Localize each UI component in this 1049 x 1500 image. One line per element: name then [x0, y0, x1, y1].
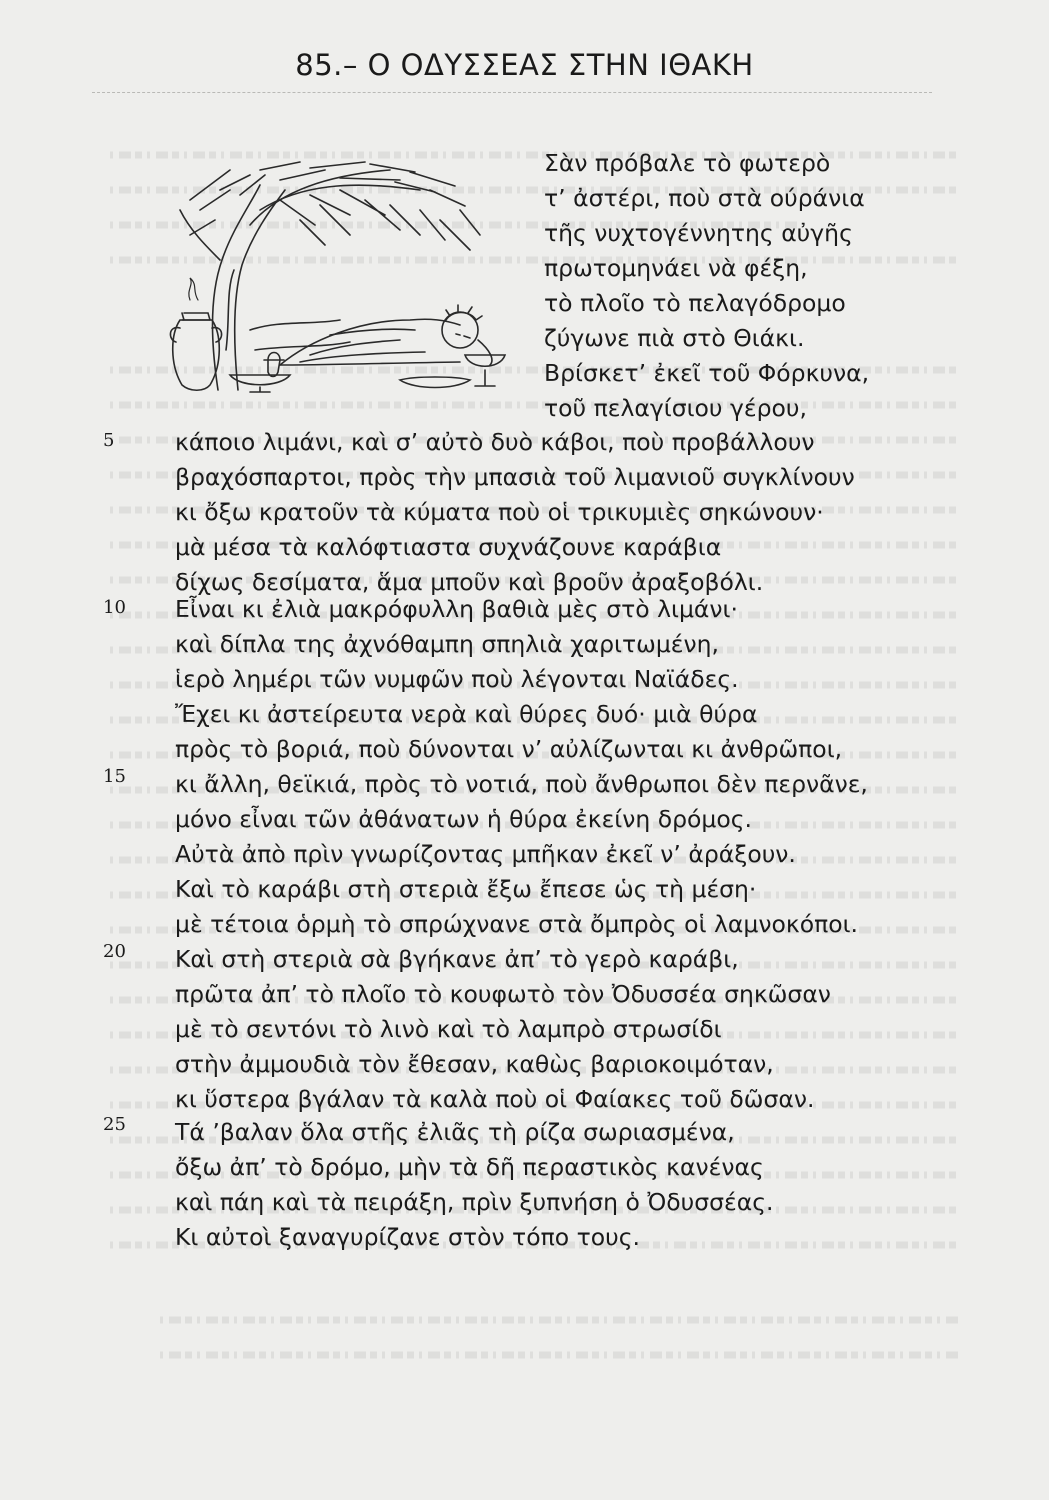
verse-line: Καὶ τὸ καράβι στὴ στεριὰ ἔξω ἔπεσε ὡς τὴ μέση·: [175, 875, 757, 903]
verse-line: Αὐτὰ ἀπὸ πρὶν γνωρίζοντας μπῆκαν ἐκεῖ ν’ ἀράξουν.: [175, 840, 796, 868]
verse-line: Βρίσκετ’ ἐκεῖ τοῦ Φόρκυνα,: [544, 359, 870, 387]
verse-line: Τά ’βαλαν ὅλα στῆς ἐλιᾶς τὴ ρίζα σωριασμένα,: [175, 1118, 735, 1146]
verse-line: δίχως δεσίματα, ἅμα μποῦν καὶ βροῦν ἀραξοβόλι.: [175, 568, 764, 596]
verse-line: ὄξω ἀπ’ τὸ δρόμο, μὴν τὰ δῆ περαστικὸς κανένας: [175, 1153, 764, 1181]
verse-line: Κι αὐτοὶ ξαναγυρίζανε στὸν τόπο τους.: [175, 1223, 640, 1251]
verse-line: κι ὕστερα βγάλαν τὰ καλὰ ποὺ οἱ Φαίακες τοῦ δῶσαν.: [175, 1085, 815, 1113]
verse-line: πρὸς τὸ βοριά, ποὺ δύνονται ν’ αὐλίζωνται κι ἀνθρῶποι,: [175, 735, 843, 763]
verse-line: στὴν ἀμμουδιὰ τὸν ἔθεσαν, καθὼς βαριοκοιμόταν,: [175, 1050, 774, 1078]
illustration-sleeping-odysseus: [160, 150, 530, 395]
verse-line: μὲ τὸ σεντόνι τὸ λινὸ καὶ τὸ λαμπρὸ στρωσίδι: [175, 1015, 722, 1043]
verse-line: κάποιο λιμάνι, καὶ σ’ αὐτὸ δυὸ κάβοι, ποὺ προβάλλουν: [175, 428, 815, 456]
verse-line: μόνο εἶναι τῶν ἀθάνατων ἡ θύρα ἐκείνη δρόμος.: [175, 805, 753, 833]
line-number: 10: [103, 597, 126, 618]
verse-line: καὶ πάη καὶ τὰ πειράξη, πρὶν ξυπνήση ὁ Ὀδυσσέας.: [175, 1188, 774, 1216]
line-number: 15: [103, 766, 126, 787]
verse-line: καὶ δίπλα της ἀχνόθαμπη σπηλιὰ χαριτωμένη,: [175, 630, 719, 658]
title-divider: [92, 92, 932, 94]
page-title: 85.– Ο ΟΔΥΣΣΕΑΣ ΣΤΗΝ ΙΘΑΚΗ: [295, 48, 754, 82]
verse-line: Εἶναι κι ἐλιὰ μακρόφυλλη βαθιὰ μὲς στὸ λιμάνι·: [175, 595, 738, 623]
verse-line: μὲ τέτοια ὁρμὴ τὸ σπρώχνανε στὰ ὄμπρὸς οἱ λαμνοκόποι.: [175, 910, 859, 938]
verse-line: ἱερὸ λημέρι τῶν νυμφῶν ποὺ λέγονται Ναϊάδες.: [175, 665, 739, 693]
line-number: 5: [103, 430, 115, 451]
line-number: 25: [103, 1114, 126, 1135]
verse-line: Καὶ στὴ στεριὰ σὰ βγήκανε ἀπ’ τὸ γερὸ καράβι,: [175, 945, 739, 973]
verse-line: κι ὄξω κρατοῦν τὰ κύματα ποὺ οἱ τρικυμιὲς σηκώνουν·: [175, 498, 824, 526]
verse-line: τῆς νυχτογέννητης αὐγῆς: [544, 219, 853, 247]
verse-line: Σὰν πρόβαλε τὸ φωτερὸ: [544, 149, 831, 177]
verse-line: κι ἄλλη, θεϊκιά, πρὸς τὸ νοτιά, ποὺ ἄνθρωποι δὲν περνᾶνε,: [175, 770, 868, 798]
verse-line: Ἔχει κι ἀστείρευτα νερὰ καὶ θύρες δυό· μιὰ θύρα: [175, 700, 758, 728]
verse-line: βραχόσπαρτοι, πρὸς τὴν μπασιὰ τοῦ λιμανιοῦ συγκλίνουν: [175, 463, 855, 491]
verse-line: ζύγωνε πιὰ στὸ Θιάκι.: [544, 324, 805, 352]
verse-line: τὸ πλοῖο τὸ πελαγόδρομο: [544, 289, 846, 317]
verse-line: μὰ μέσα τὰ καλόφτιαστα συχνάζουνε καράβια: [175, 533, 722, 561]
verse-line: πρῶτα ἀπ’ τὸ πλοῖο τὸ κουφωτὸ τὸν Ὀδυσσέα σηκῶσαν: [175, 980, 831, 1008]
verse-line: πρωτομηνάει νὰ φέξη,: [544, 254, 808, 282]
verse-line: τοῦ πελαγίσιου γέρου,: [544, 394, 807, 422]
verse-line: τ’ ἀστέρι, ποὺ στὰ ούράνια: [544, 184, 865, 212]
line-number: 20: [103, 941, 126, 962]
